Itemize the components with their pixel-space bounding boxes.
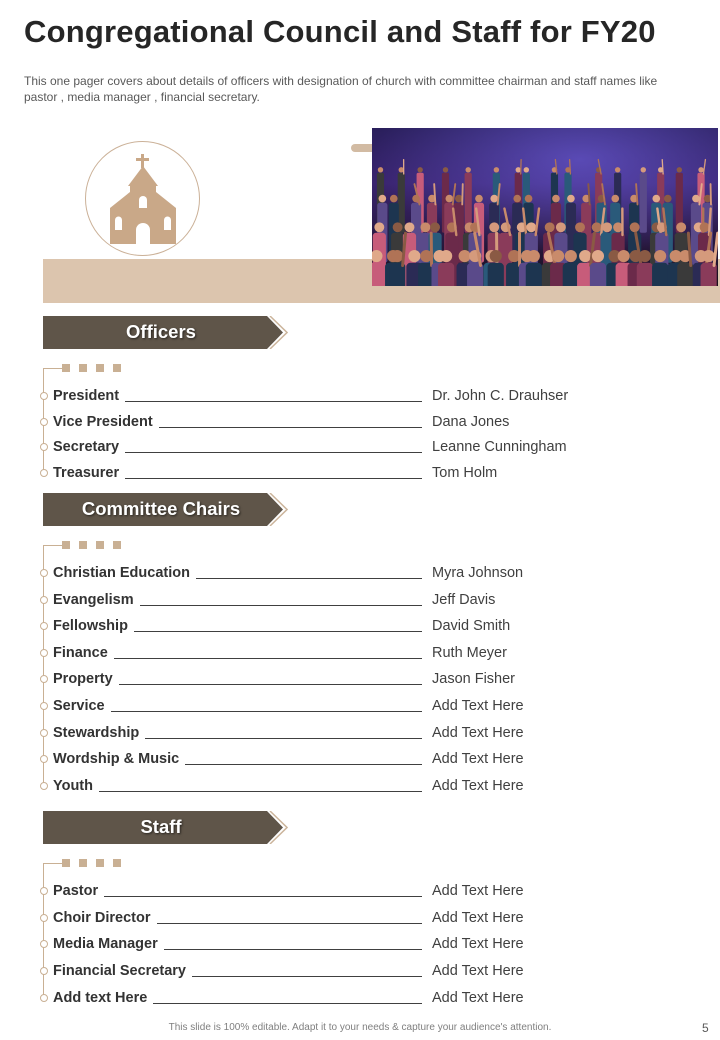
officers-squares [62, 364, 121, 372]
person-name: Dana Jones [432, 413, 510, 430]
bullet-dot [40, 782, 48, 790]
person-name: Tom Holm [432, 464, 498, 481]
committee-squares [62, 541, 121, 549]
list-item [38, 590, 598, 610]
role-label: Pastor [53, 883, 99, 899]
leader-line [164, 949, 422, 950]
person-name: Add Text Here [432, 751, 524, 768]
staff-heading: Staff [140, 816, 182, 837]
role-label: Fellowship [53, 618, 128, 635]
person-name: Leanne Cunningham [432, 439, 567, 455]
person-name: David Smith [432, 618, 511, 635]
leader-line [196, 578, 422, 579]
bullet-dot [40, 649, 48, 657]
bullet-dot [40, 887, 48, 895]
role-label: Service [53, 698, 105, 714]
page-subtitle: This one pager covers about details of officers with designation of church with committee chairman and staff names like pastor , media manager , financial secretary. [24, 74, 658, 104]
leader-line [185, 764, 422, 765]
leader-line [157, 923, 422, 924]
list-item [38, 988, 598, 1008]
list-item [38, 881, 598, 901]
person-name: Ruth Meyer [432, 644, 507, 661]
leader-line [153, 1003, 422, 1004]
list-item [38, 908, 598, 928]
role-label: Evangelism [53, 591, 134, 608]
church-icon [106, 152, 181, 247]
role-label: Vice President [53, 413, 153, 430]
list-item [38, 696, 598, 716]
bullet-dot [40, 675, 48, 683]
leader-line [111, 711, 422, 712]
list-item [38, 563, 598, 583]
role-label: Stewardship [53, 724, 140, 741]
leader-line [125, 401, 422, 402]
person-name: Add Text Here [432, 936, 524, 953]
role-label: Treasurer [53, 464, 120, 481]
bullet-dot [40, 622, 48, 630]
staff-squares [62, 859, 121, 867]
leader-line [140, 605, 422, 606]
leader-line [145, 738, 422, 739]
leader-line [99, 791, 422, 792]
list-item [38, 961, 598, 981]
page-title: Congregational Council and Staff for FY20 [24, 14, 656, 49]
bullet-dot [40, 443, 48, 451]
bullet-dot [40, 994, 48, 1002]
leader-line [114, 658, 422, 659]
person-name: Dr. John C. Drauhser [432, 388, 569, 404]
list-item [38, 616, 598, 636]
role-label: Choir Director [53, 909, 151, 926]
bullet-dot [40, 418, 48, 426]
person-name: Myra Johnson [432, 565, 524, 581]
officers-heading: Officers [126, 321, 196, 342]
leader-line [159, 427, 422, 428]
worship-crowd-photo [372, 128, 718, 286]
list-item [38, 723, 598, 743]
bullet-dot [40, 940, 48, 948]
role-label: Finance [53, 644, 108, 661]
person-name: Add Text Here [432, 909, 524, 926]
role-label: Property [53, 671, 113, 688]
role-label: Christian Education [53, 565, 190, 581]
bullet-dot [40, 729, 48, 737]
bullet-dot [40, 596, 48, 604]
role-label: Add text Here [53, 989, 148, 1006]
bullet-dot [40, 469, 48, 477]
bullet-dot [40, 967, 48, 975]
person-name: Add Text Here [432, 989, 524, 1006]
list-item [38, 934, 598, 954]
role-label: Youth [53, 777, 93, 794]
person-name: Add Text Here [432, 883, 524, 899]
leader-line [125, 452, 422, 453]
leader-line [104, 896, 422, 897]
person-name: Add Text Here [432, 777, 524, 794]
bullet-dot [40, 914, 48, 922]
role-label: Media Manager [53, 936, 158, 953]
page-number: 5 [702, 1021, 709, 1035]
committee-banner [43, 493, 288, 526]
bullet-dot [40, 569, 48, 577]
list-item [38, 437, 598, 457]
person-name: Add Text Here [432, 698, 524, 714]
church-badge [85, 141, 200, 256]
leader-line [134, 631, 422, 632]
leader-line [125, 478, 422, 479]
list-item [38, 412, 598, 432]
role-label: Wordship & Music [53, 751, 180, 768]
bullet-dot [40, 755, 48, 763]
role-label: Secretary [53, 439, 120, 455]
person-name: Jason Fisher [432, 671, 516, 688]
person-name: Add Text Here [432, 724, 524, 741]
list-item [38, 669, 598, 689]
role-label: President [53, 388, 120, 404]
person-name: Jeff Davis [432, 591, 496, 608]
person-name: Add Text Here [432, 963, 524, 980]
list-item [38, 749, 598, 769]
role-label: Financial Secretary [53, 963, 186, 980]
bullet-dot [40, 392, 48, 400]
leader-line [119, 684, 422, 685]
bullet-dot [40, 702, 48, 710]
list-item [38, 643, 598, 663]
officers-banner [43, 316, 288, 349]
leader-line [192, 976, 422, 977]
footer-note: This slide is 100% editable. Adapt it to your needs & capture your audience's attention. [168, 1022, 552, 1033]
list-item [38, 463, 598, 483]
list-item [38, 386, 598, 406]
list-item [38, 776, 598, 796]
committee-heading: Committee Chairs [81, 498, 241, 519]
staff-banner [43, 811, 288, 844]
